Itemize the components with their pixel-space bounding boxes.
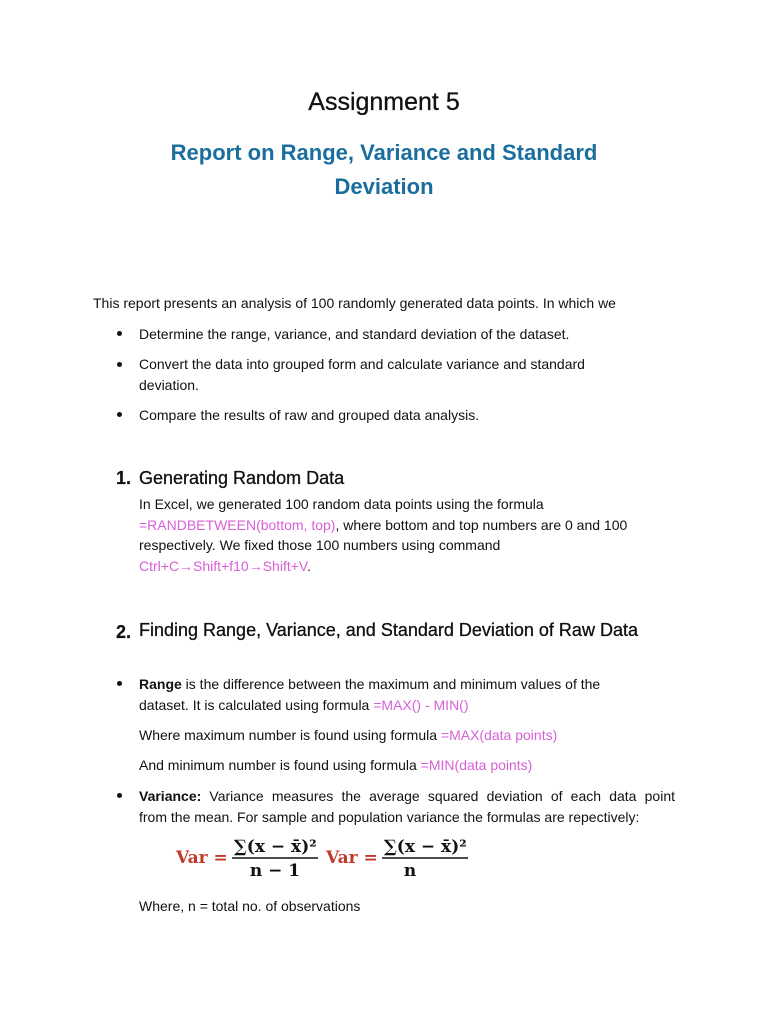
range-line [139, 695, 679, 716]
bullet-dot [117, 412, 122, 417]
variance-formula-svg [168, 828, 474, 884]
bullet-dot [117, 681, 122, 686]
sample-numerator: ∑(x − x̄)² [234, 837, 317, 857]
section1-line [139, 515, 679, 536]
min-formula: =MIN(data points) [420, 757, 533, 773]
section-heading: Finding Range, Variance, and Standard Deviation of Raw Data [139, 620, 638, 640]
max-formula: =MAX(data points) [440, 727, 558, 743]
intro-paragraph: This report presents an analysis of 100 randomly generated data points. In which we [93, 295, 616, 311]
min-paragraph [139, 755, 679, 776]
section1-line: In Excel, we generated 100 random data points using the formula [139, 496, 544, 512]
bullet-dot [117, 793, 122, 798]
range-paragraph [139, 674, 679, 715]
section-number: 1. [116, 468, 132, 488]
population-var-label: Var = [326, 848, 378, 868]
variance-paragraph [139, 786, 675, 827]
variance-line [139, 786, 675, 807]
where-note: Where, n = total no. of observations [139, 898, 361, 914]
section1-line: respectively. We fixed those 100 numbers using command [139, 537, 501, 553]
bullet-dot [117, 362, 122, 367]
range-text: dataset. It is calculated using formula [139, 696, 374, 713]
randbetween-formula: =RANDBETWEEN(bottom, top) [139, 516, 336, 533]
population-numerator: ∑(x − x̄)² [384, 837, 467, 857]
bullet-dot [117, 331, 122, 336]
max-text: Where maximum number is found using formula [139, 727, 441, 743]
paste-command: Ctrl+C→Shift+f10→Shift+V [139, 557, 307, 574]
variance-formula-image [168, 828, 474, 884]
max-paragraph [139, 725, 679, 746]
variance-text: Variance measures the average squared deviation of each data point [201, 788, 675, 804]
min-text: And minimum number is found using formula [139, 757, 421, 773]
variance-label: Variance: [139, 788, 202, 804]
population-denominator: n [403, 861, 417, 881]
range-formula: =MAX() - MIN() [373, 696, 469, 713]
variance-line: from the mean. For sample and population variance the formulas are repectively: [139, 808, 640, 825]
sample-denominator: n − 1 [249, 861, 301, 881]
document-subtitle: Report on Range, Variance and Standard Deviation [170, 140, 598, 199]
section-heading: Generating Random Data [139, 468, 345, 488]
range-text: is the difference between the maximum and minimum values of the [181, 676, 601, 692]
sample-var-label: Var = [176, 848, 228, 868]
objective-item: Compare the results of raw and grouped data analysis. [139, 407, 480, 423]
objective-item: Determine the range, variance, and standard deviation of the dataset. [139, 326, 570, 342]
document-title: Assignment 5 [308, 88, 460, 116]
objective-item: Convert the data into grouped form and calculate variance and standard deviation. [139, 356, 585, 393]
range-label: Range [139, 676, 182, 692]
section1-line [139, 556, 679, 577]
section-number: 2. [116, 622, 132, 642]
section1-text: . [306, 557, 311, 574]
section1-text: , where bottom and top numbers are 0 and 100 [335, 516, 628, 533]
range-line [139, 674, 679, 695]
section1-paragraph [139, 494, 679, 576]
